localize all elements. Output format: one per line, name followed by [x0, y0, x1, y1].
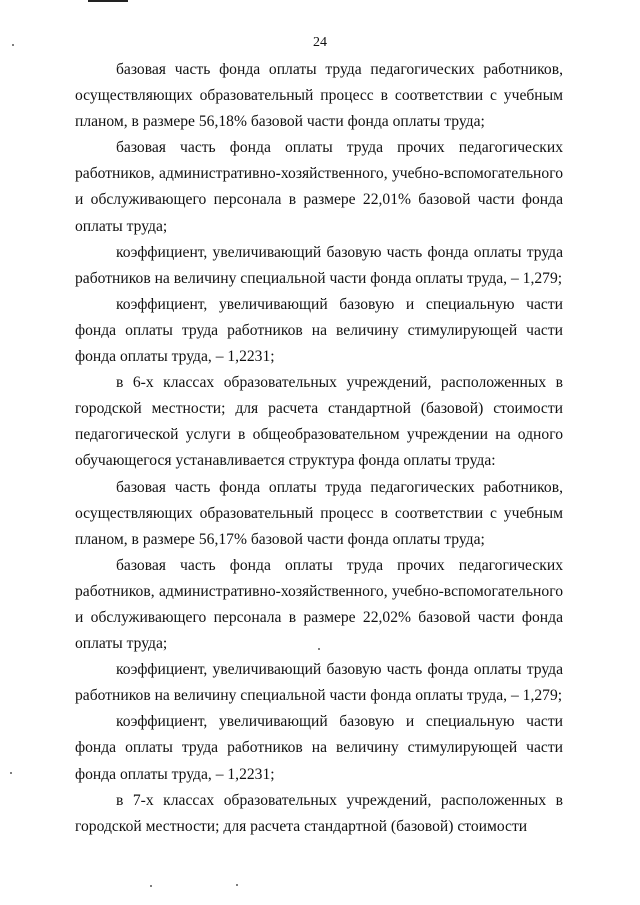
paragraph: базовая часть фонда оплаты труда педагогических работников, осуществляющих образовательный процесс в соответствии с учебным планом, в размере 56,17% базовой части фонда оплаты труда; — [75, 478, 563, 548]
scan-speck — [150, 885, 152, 887]
paragraph: в 6-х классах образовательных учреждений, расположенных в городской местности; для расчета стандартной (базовой) стоимости педагогической услуги в общеобразовательном учреждении на одного обучающегося устанавливается структура фонда оплаты труда: — [75, 374, 563, 470]
document-body — [75, 57, 563, 840]
paragraph: коэффициент, увеличивающий базовую часть фонда оплаты труда работников на величину специальной части фонда оплаты труда, – 1,279; — [75, 661, 563, 705]
scan-speck — [236, 884, 238, 886]
paragraph: коэффициент, увеличивающий базовую и специальную части фонда оплаты труда работников на величину стимулирующей части фонда оплаты труда, – 1,2231; — [75, 295, 563, 366]
paragraph: базовая часть фонда оплаты труда прочих педагогических работников, административно-хозяйственного, учебно-вспомогательного и обслуживающего персонала в размере 22,01% базовой части фонда оплаты труда; — [75, 139, 563, 235]
paragraph: в 7-х классах образовательных учреждений, расположенных в городской местности; для расчета стандартной (базовой) стоимости — [75, 791, 563, 835]
paragraph: коэффициент, увеличивающий базовую часть фонда оплаты труда работников на величину специальной части фонда оплаты труда, – 1,279; — [75, 243, 563, 287]
top-scan-rule — [88, 0, 128, 2]
paragraph: базовая часть фонда оплаты труда педагогических работников, осуществляющих образовательный процесс в соответствии с учебным планом, в размере 56,18% базовой части фонда оплаты труда; — [75, 61, 563, 131]
page-number: 24 — [313, 35, 327, 50]
paragraph: коэффициент, увеличивающий базовую и специальную части фонда оплаты труда работников на величину стимулирующей части фонда оплаты труда, – 1,2231; — [75, 713, 563, 783]
scan-speck — [10, 772, 12, 774]
paragraph: базовая часть фонда оплаты труда прочих педагогических работников, административно-хозяйственного, учебно-вспомогательного и обслуживающего персонала в размере 22,02% базовой части фонда оплаты труда; — [75, 556, 563, 653]
